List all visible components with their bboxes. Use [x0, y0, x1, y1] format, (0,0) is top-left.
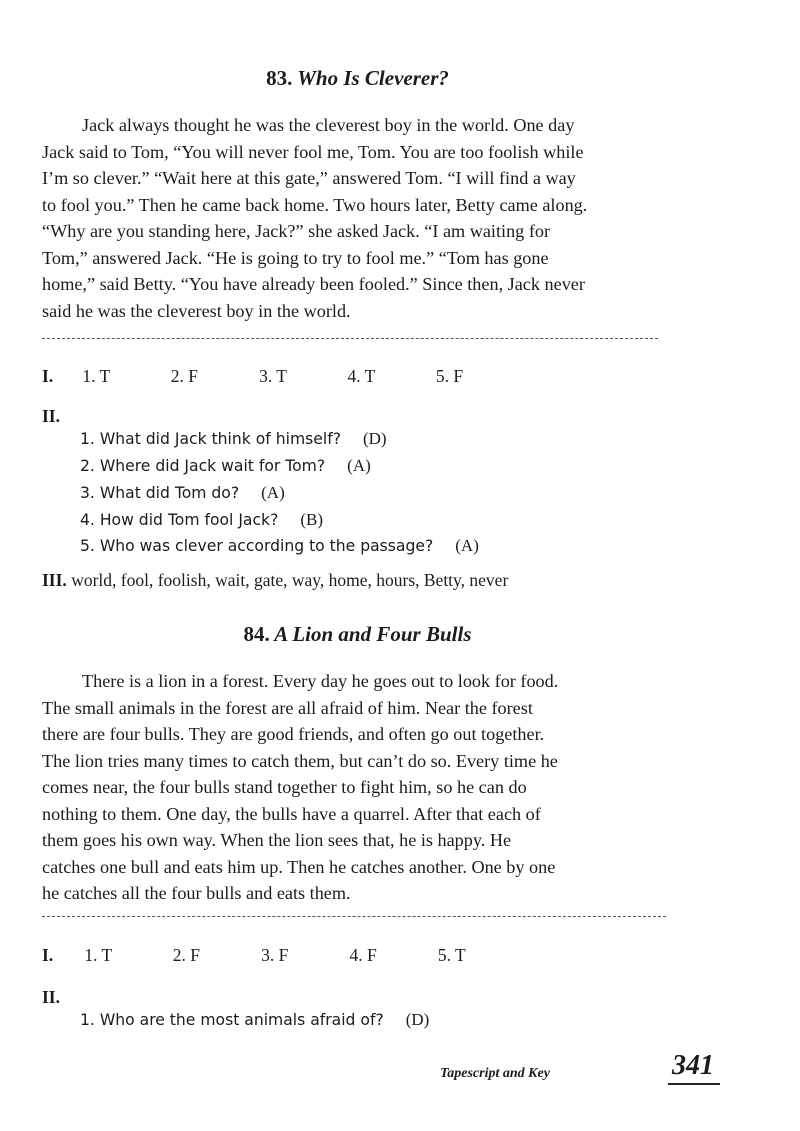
part-label: II.: [42, 406, 60, 426]
answer-key: (D): [362, 429, 387, 448]
passage-line: Jack always thought he was the cleverest boy in the world. One day: [82, 115, 575, 135]
section-83-passage: [42, 112, 682, 324]
page-number-rule: [668, 1083, 720, 1085]
section-83-part3: [42, 570, 508, 591]
passage-line: I’m so clever.” “Wait here at this gate,” answered Tom. “I will find a way: [42, 168, 576, 188]
answer-key: (A): [347, 456, 371, 475]
question-text: 1. Who are the most animals afraid of?: [80, 1011, 384, 1029]
passage-line: “Why are you standing here, Jack?” she asked Jack. “I am waiting for: [42, 221, 551, 241]
section-84-title: [0, 622, 715, 647]
passage-line: The small animals in the forest are all afraid of him. Near the forest: [42, 697, 533, 718]
question-row: [80, 536, 479, 556]
section-divider: [42, 916, 666, 917]
part-label: I.: [42, 366, 54, 386]
question-row: [80, 483, 285, 503]
part-label: II.: [42, 987, 60, 1007]
answer-key: (A): [455, 536, 479, 555]
section-83-title: [0, 66, 715, 91]
question-text: 1. What did Jack think of himself?: [80, 430, 341, 448]
part-label: I.: [42, 945, 54, 965]
question-text: 5. Who was clever according to the passage?: [80, 537, 434, 555]
answer-key: (A): [261, 483, 285, 502]
question-text: 3. What did Tom do?: [80, 484, 240, 502]
page-number: 341: [672, 1050, 714, 1081]
running-footer: Tapescript and Key: [440, 1066, 550, 1081]
section-83-title-text: Who Is Cleverer?: [297, 66, 449, 90]
passage-line: There is a lion in a forest. Every day he goes out to look for food.: [82, 671, 559, 691]
tf-answer: 3. F: [261, 945, 289, 965]
answer-key: (B): [300, 510, 324, 529]
tf-answer: 1. T: [82, 366, 111, 386]
tf-answer: 1. T: [84, 945, 113, 965]
tf-answer: 5. T: [437, 945, 466, 965]
part-label: III.: [42, 570, 67, 590]
tf-answer: 4. F: [349, 945, 377, 965]
question-row: [80, 429, 387, 449]
passage-line: Jack said to Tom, “You will never fool me, Tom. You are too foolish while: [42, 141, 584, 162]
section-83-part1: [42, 366, 520, 387]
tf-answer: 4. T: [347, 366, 376, 386]
passage-line: Tom,” answered Jack. “He is going to try to fool me.” “Tom has gone: [42, 247, 549, 268]
section-84-part1: [42, 945, 522, 966]
tf-answer: 2. F: [172, 945, 200, 965]
passage-line: catches one bull and eats him up. Then he catches another. One by one: [42, 856, 556, 877]
passage-line: he catches all the four bulls and eats them.: [42, 883, 351, 903]
passage-line: them goes his own way. When the lion sees that, he is happy. He: [42, 830, 512, 850]
question-text: 4. How did Tom fool Jack?: [80, 511, 279, 529]
question-text: 2. Where did Jack wait for Tom?: [80, 457, 326, 475]
passage-line: to fool you.” Then he came back home. Two hours later, Betty came along.: [42, 194, 588, 215]
section-84-passage: [42, 668, 682, 907]
tf-answer: 3. T: [259, 366, 287, 386]
tf-answer: 2. F: [170, 366, 198, 386]
passage-line: there are four bulls. They are good friends, and often go out together.: [42, 724, 545, 744]
section-84-title-text: A Lion and Four Bulls: [274, 622, 472, 646]
section-divider: [42, 338, 658, 339]
section-84-number: 84.: [243, 622, 270, 646]
passage-line: comes near, the four bulls stand together to fight him, so he can do: [42, 777, 527, 797]
tf-answer: 5. F: [435, 366, 464, 386]
passage-line: nothing to them. One day, the bulls have a quarrel. After that each of: [42, 803, 541, 824]
passage-line: home,” said Betty. “You have already been fooled.” Since then, Jack never: [42, 274, 585, 294]
question-row: [80, 456, 371, 476]
section-83-number: 83.: [266, 66, 293, 90]
passage-line: said he was the cleverest boy in the world.: [42, 300, 351, 321]
question-row: [80, 510, 323, 530]
question-row: [80, 1010, 429, 1030]
answer-key: (D): [405, 1010, 430, 1029]
vocabulary-list: world, fool, foolish, wait, gate, way, home, hours, Betty, never: [71, 570, 509, 590]
passage-line: The lion tries many times to catch them, but can’t do so. Every time he: [42, 750, 558, 771]
